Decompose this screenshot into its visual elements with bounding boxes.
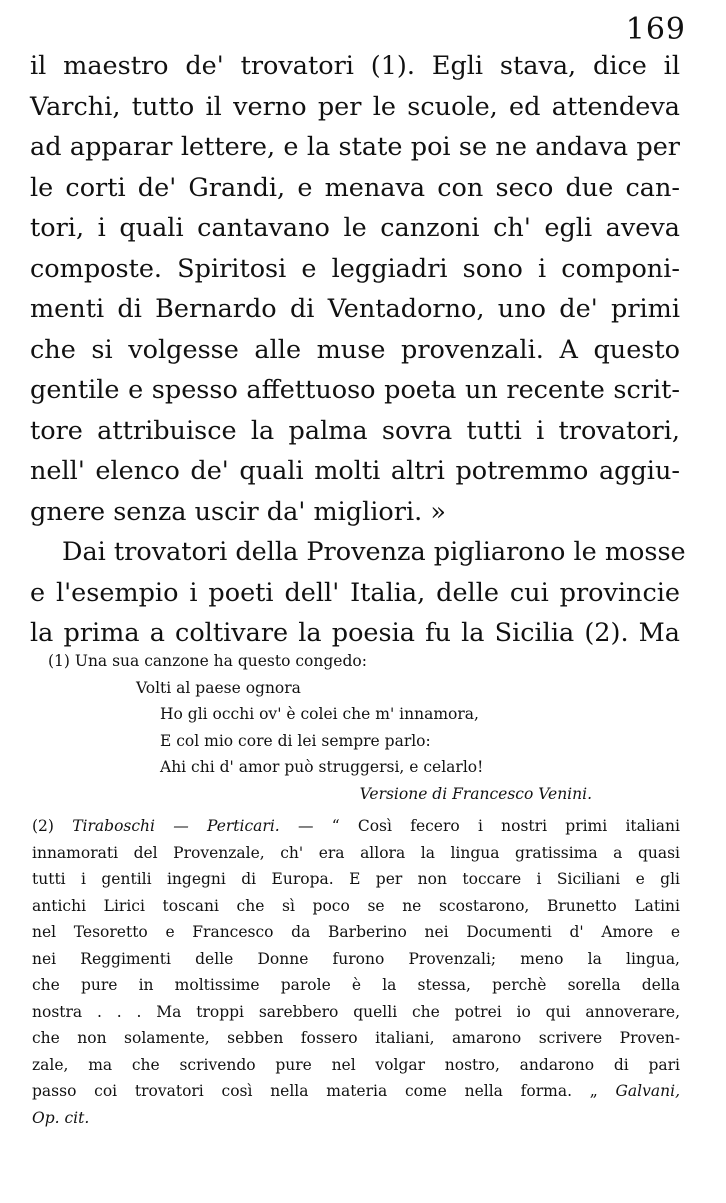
text-line: le corti de' Grandi, e menava con seco due can-	[30, 172, 680, 203]
footnotes	[32, 648, 680, 1131]
text-line: il maestro de' trovatori (1). Egli stava, dice il	[30, 51, 680, 81]
footnote-author: Galvani,	[615, 1082, 680, 1100]
text-line: tore attribuisce la palma sovra tutti i trovatori,	[30, 415, 680, 446]
footnote-1-intro: (1) Una sua canzone ha questo congedo:	[48, 652, 367, 670]
text-line: gnere senza uscir da' migliori. »	[30, 496, 446, 527]
text-line: e l'esempio i poeti dell' Italia, delle cui provincie	[30, 577, 680, 608]
verse-line: Ho gli occhi ov' è colei che m' innamora,	[160, 705, 479, 723]
text-line: gentile e spesso affettuoso poeta un recente scrit-	[30, 375, 680, 405]
text-line: tori, i quali cantavano le canzoni ch' egli aveva	[30, 213, 680, 243]
text-line: nell' elenco de' quali molti altri potremmo aggiu-	[30, 456, 680, 486]
text-line: menti di Bernardo di Ventadorno, uno de' primi	[30, 294, 680, 324]
verse-attribution: Versione di Francesco Venini.	[359, 784, 592, 803]
footnote-2-quote-start: — “ Così fecero i nostri primi italiani	[297, 817, 680, 835]
footnote-line: nel Tesoretto e Francesco da Barberino nei Documenti d' Amore e	[32, 923, 680, 941]
footnote-2-sources: Tiraboschi — Perticari.	[72, 817, 280, 835]
paragraph-start-line: Dai trovatori della Provenza pigliarono le mosse	[62, 537, 686, 567]
verse-line: Ahi chi d' amor può struggersi, e celarlo!	[160, 758, 484, 776]
footnote-line: tutti i gentili ingegni di Europa. E per non toccare i Siciliani e gli	[32, 870, 680, 888]
verse-line: Volti al paese ognora	[136, 678, 301, 697]
text-line: che si volgesse alle muse provenzali. A questo	[30, 334, 680, 365]
footnote-citation: Op. cit.	[32, 1108, 90, 1127]
footnote-line	[32, 1078, 680, 1105]
footnote-2-first-line	[32, 813, 680, 840]
text-line: la prima a coltivare la poesia fu la Sicilia (2). Ma	[30, 618, 680, 648]
footnote-line: nei Reggimenti delle Donne furono Provenzali; meno la lingua,	[32, 949, 680, 968]
text-line: Varchi, tutto il verno per le scuole, ed attendeva	[30, 91, 680, 122]
footnote-quote-end: passo coi trovatori così nella materia come nella forma. „	[32, 1082, 598, 1100]
main-text	[30, 46, 686, 654]
text-line: composte. Spiritosi e leggiadri sono i componi-	[30, 253, 680, 284]
footnote-line: innamorati del Provenzale, ch' era allora la lingua gratissima a quasi	[32, 843, 680, 862]
footnote-2-marker: (2)	[32, 817, 54, 835]
footnote-line: zale, ma che scrivendo pure nel volgar nostro, andarono di pari	[32, 1055, 680, 1074]
page-number: 169	[625, 12, 686, 47]
footnote-line: nostra . . . Ma troppi sarebbero quelli che potrei io qui annoverare,	[32, 1002, 680, 1021]
text-line: ad apparar lettere, e la state poi se ne andava per	[30, 132, 680, 162]
footnote-line: che non solamente, sebben fossero italiani, amarono scrivere Proven-	[32, 1029, 680, 1047]
verse-line: E col mio core di lei sempre parlo:	[160, 731, 431, 750]
footnote-line: che pure in moltissime parole è la stessa, perchè sorella della	[32, 976, 680, 994]
footnote-line: antichi Lirici toscani che sì poco se ne scostarono, Brunetto Latini	[32, 896, 680, 915]
